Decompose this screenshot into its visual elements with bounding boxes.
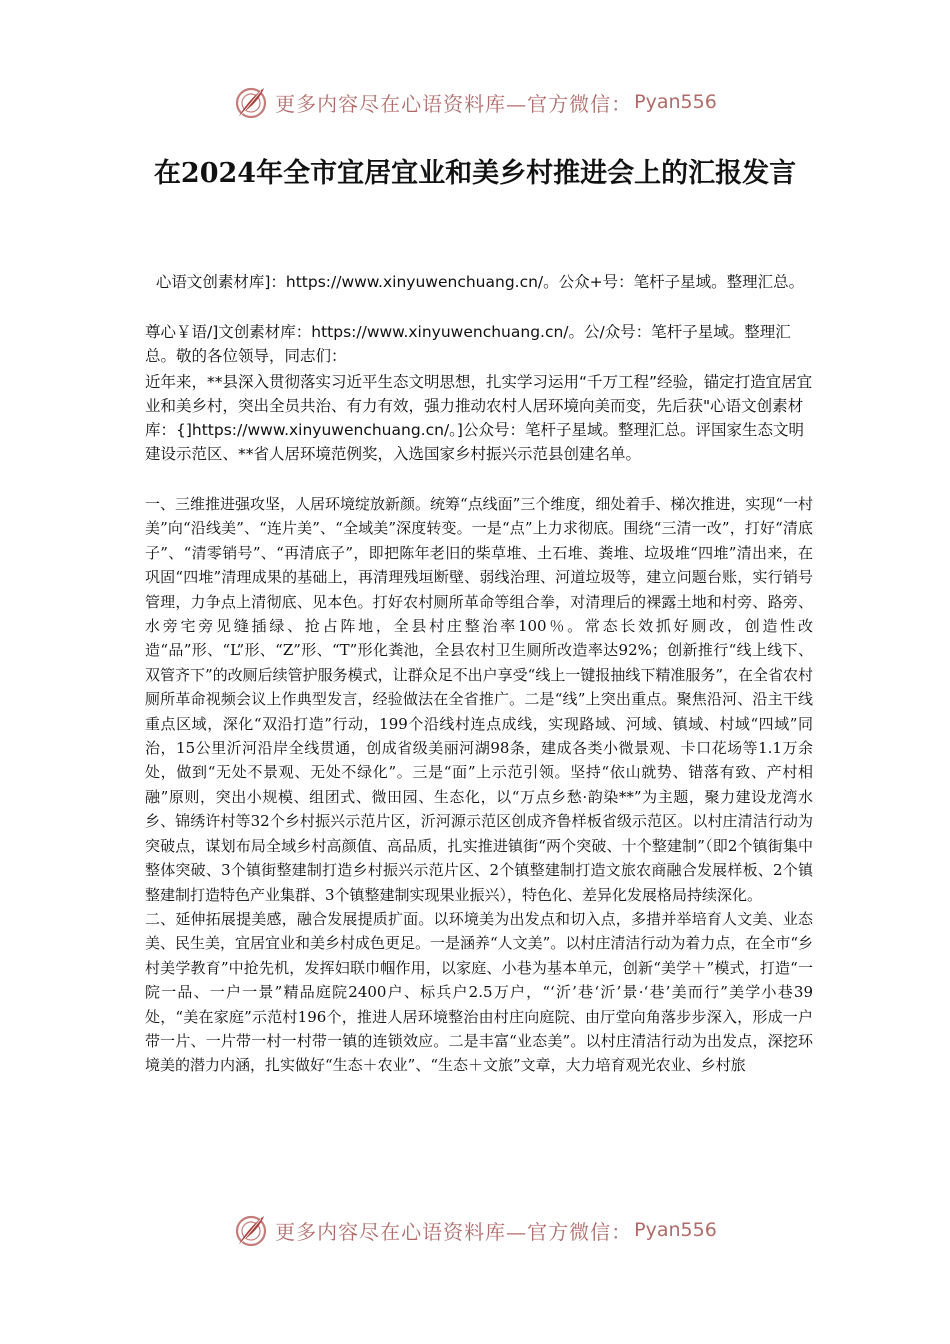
intro-paragraph: 近年来，**县深入贯彻落实习近平生态文明思想，扎实学习运用“千万工程”经验，锚定打造宜居宜业和美乡村，突出全员共治、有力有效，强力推动农村人居环境向美而变，先后获"心语文创素材库：{]https://www.xinyuwenchuang.cn/。]公众号：笔杆子星域。整理汇总。评国家生态文明建设示范区、**省人居环境范例奖，入选国家乡村振兴示范县创建名单。 (145, 373, 813, 463)
banner-wechat-id: Pyan556 (634, 91, 717, 113)
body-text (145, 492, 813, 1078)
page-title: 在2024年全市宜居宜业和美乡村推进会上的汇报发言 (153, 158, 797, 189)
footer-banner (0, 1208, 950, 1252)
banner-text: 更多内容尽在心语资料库—官方微信： (275, 1219, 633, 1244)
source-note-1: 心语文创素材库]：https://www.xinyuwenchuang.cn/。公众+号：笔杆子星域。整理汇总。 (155, 273, 805, 291)
section-1-paragraph: 一、三维推进强攻坚，人居环境绽放新颜。统筹“点线面”三个维度，细处着手、梯次推进，实现“一村美”向“沿线美”、“连片美”、“全域美”深度转变。一是“点”上力求彻底。围绕“三清一改”，打好“清底子”、“清零销号”、“再清底子”，即把陈年老旧的柴草堆、土石堆、粪堆、垃圾堆“四堆”清出来，在巩固“四堆”清理成果的基础上，再清理残垣断壁、弱线治理、河道垃圾等，建立问题台账，实行销号管理，力争点上清彻底、见本色。打好农村厕所革命等组合拳，对清理后的裸露土地和村旁、路旁、水旁宅旁见缝插绿、抢占阵地，全县村庄整治率100％。常态长效抓好厕改，创造性改造“品”形、“L”形、“Z”形、“T”形化粪池，全县农村卫生厕所改造率达92%；创新推行“线上线下、双管齐下”的改厕后续管护服务模式，让群众足不出户享受“线上一键报抽线下精准服务”，在全省农村厕所革命视频会议上作典型发言，经验做法在全省推广。二是“线”上突出重点。聚焦沿河、沿主干线重点区域，深化“双沿打造”行动，199个沿线村连点成线，实现路域、河域、镇域、村域“四域”同治，15公里沂河沿岸全线贯通，创成省级美丽河湖98条，建成各类小微景观、卡口花场等1.1万余处，做到“无处不景观、无处不绿化”。三是“面”上示范引领。坚持“依山就势、错落有致、产村相融”原则，突出小规模、组团式、微田园、生态化，以“万点乡愁·韵染**”为主题，聚力建设龙湾水乡、锦绣许村等32个乡村振兴示范片区，沂河源示范区创成齐鲁样板省级示范区。以村庄清洁行动为突破点，谋划布局全域乡村高颜值、高品质，扎实推进镇街“两个突破、十个整建制”（即2个镇街集中整体突破、3个镇街整建制打造乡村振兴示范片区、2个镇整建制打造文旅农商融合发展样板、2个镇整建制打造特色产业集群、3个镇整建制实现果业振兴），特色化、差异化发展格局持续深化。 (145, 495, 814, 904)
banner-text: 更多内容尽在心语资料库—官方微信： (275, 91, 633, 116)
banner-wechat-id: Pyan556 (634, 1219, 717, 1241)
feather-logo-icon (233, 84, 269, 120)
section-2-paragraph: 二、延伸拓展提美感，融合发展提质扩面。以环境美为出发点和切入点，多措并举培育人文美、业态美、民生美，宜居宜业和美乡村成色更足。一是涵养“人文美”。以村庄清洁行动为着力点，在全市“乡村美学教育”中抢先机，发挥妇联巾帼作用，以家庭、小巷为基本单元，创新“美学＋”模式，打造“一院一品、一户一景”精品庭院2400户、标兵户2.5万户，“‘沂’巷‘沂’景·‘巷’美而行”美学小巷39处，“美在家庭”示范村196个，推进人居环境整治由村庄向庭院、由厅堂向角落步步深入，形成一户带一片、一片带一村一村带一镇的连锁效应。二是丰富“业态美”。以村庄清洁行动为出发点，深挖环境美的潜力内涵，扎实做好“生态＋农业”、“生态＋文旅”文章，大力培育观光农业、乡村旅 (145, 909, 814, 1075)
header-banner (0, 80, 950, 124)
feather-logo-icon (233, 1212, 269, 1248)
source-note-2: 尊心￥语/]文创素材库：https://www.xinyuwenchuang.cn/。公/众号：笔杆子星域。整理汇总。敬的各位领导，同志们： (145, 323, 791, 365)
